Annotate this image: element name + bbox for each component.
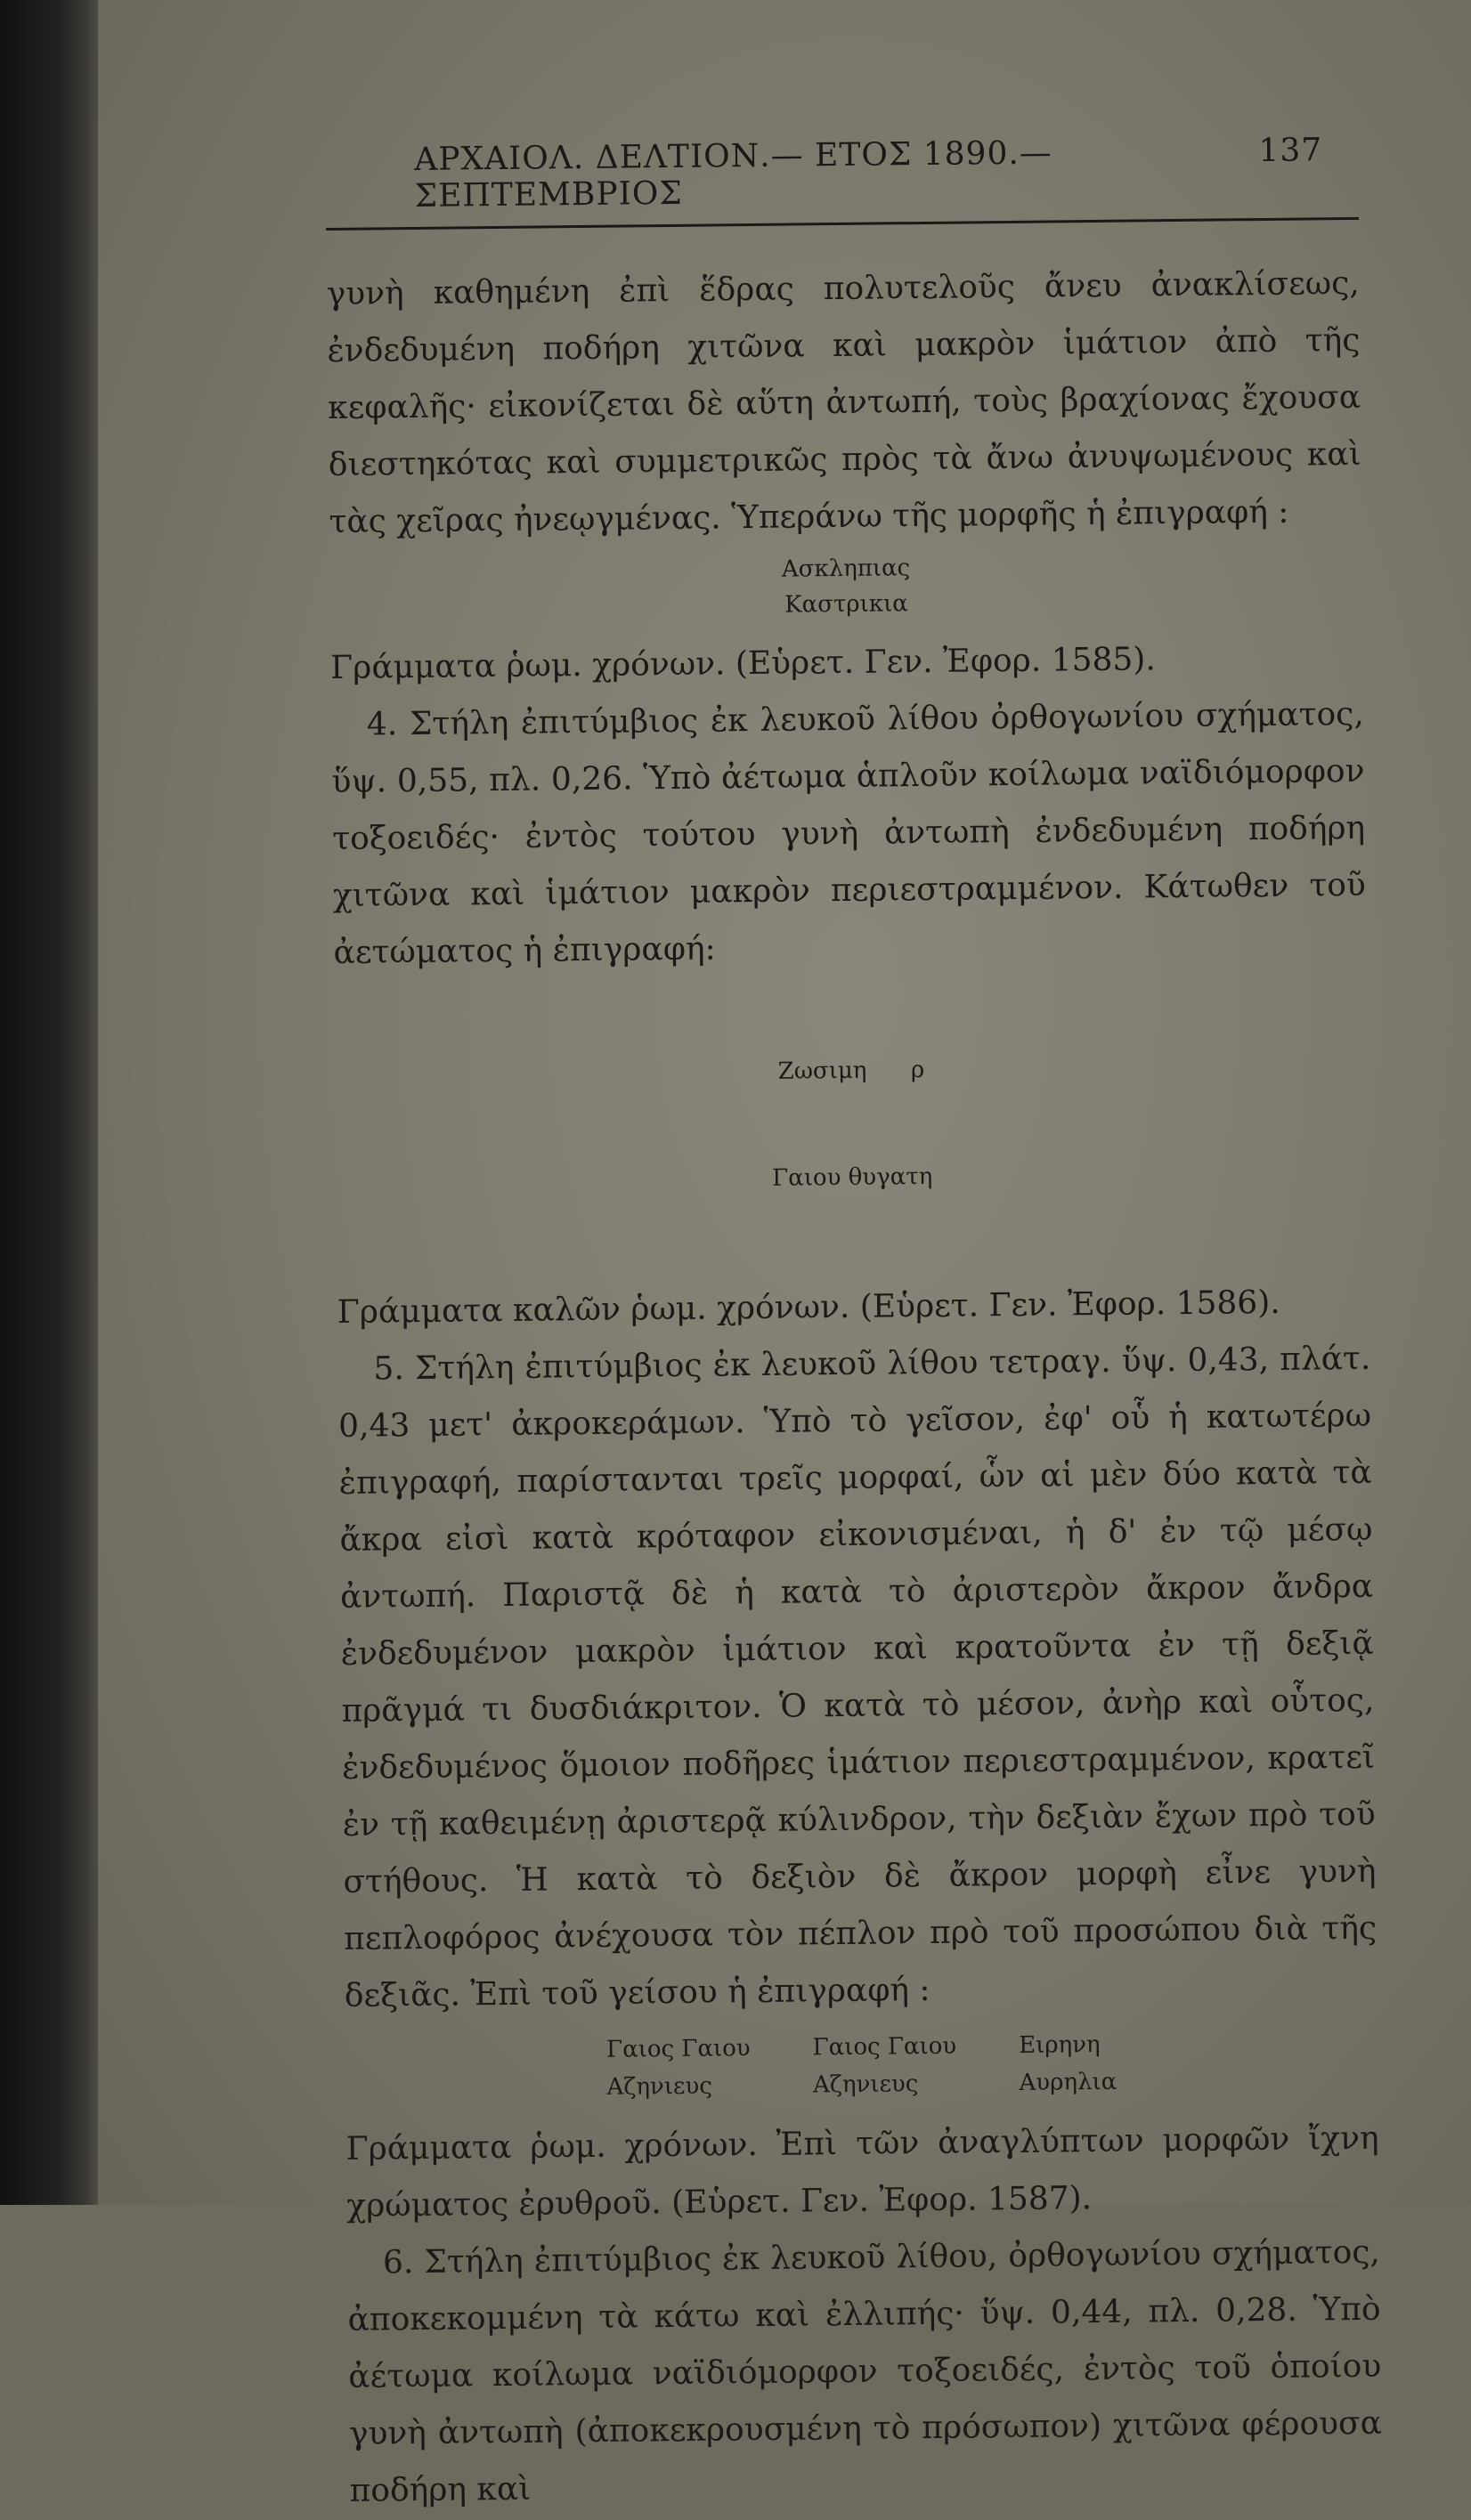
page-number: 137 bbox=[1258, 132, 1323, 170]
inscription-2 bbox=[334, 976, 1369, 1272]
inscription-1-line-2: Καστρικια bbox=[784, 590, 908, 619]
paragraph-2: 4. Στήλη ἐπιτύμβιος ἐκ λευκοῦ λίθου ὀρθογωνίου σχήματος, ὕψ. 0,55, πλ. 0,26. Ὑπὸ ἀέτωμα ἁπλοῦν κοίλωμα ναϊδιόμορφον τοξοειδές· ἐντὸς τούτου γυνὴ ἀντωπὴ ἐνδεδυμένη ποδήρη χιτῶνα καὶ ἱμάτιον μακρὸν περιεστραμμένον. Κάτωθεν τοῦ ἀετώματος ἡ ἐπιγραφή: bbox=[331, 695, 1367, 971]
inscription-2-line-1: Ζωσιμη ρ bbox=[777, 1057, 925, 1085]
inscription-3-col-1-line-1: Γαιος Γαιου bbox=[605, 2035, 751, 2063]
inscription-1-line-1: Ασκληπιας bbox=[781, 555, 911, 583]
paragraph-3: 5. Στήλη ἐπιτύμβιος ἐκ λευκοῦ λίθου τετραγ. ὕψ. 0,43, πλάτ. 0,43 μετ' ἀκροκεράμων. Ὑπὸ τὸ γεῖσον, ἐφ' οὗ ἡ κατωτέρω ἐπιγραφή, παρίστανται τρεῖς μορφαί, ὧν αἱ μὲν δύο κατὰ τὰ ἄκρα εἰσὶ κατὰ κρόταφον εἰκονισμέναι, ἡ δ' ἐν τῷ μέσῳ ἀντωπή. Παριστᾷ δὲ ἡ κατὰ τὸ ἀριστερὸν ἄκρον ἄνδρα ἐνδεδυμένον μακρὸν ἱμάτιον καὶ κρατοῦντα ἐν τῇ δεξιᾷ πρᾶγμά τι δυσδιάκριτον. Ὁ κατὰ τὸ μέσον, ἀνὴρ καὶ οὗτος, ἐνδεδυμένος ὅμοιον ποδῆρες ἱμάτιον περιεστραμμένον, κρατεῖ ἐν τῇ καθειμένῃ ἀριστερᾷ κύλινδρον, τὴν δεξιὰν ἔχων πρὸ τοῦ στήθους. Ἡ κατὰ τὸ δεξιὸν δὲ ἄκρον μορφὴ εἶνε γυνὴ πεπλοφόρος ἀνέχουσα τὸν πέπλον πρὸ τοῦ προσώπου διὰ τῆς δεξιᾶς. Ἐπὶ τοῦ γείσου ἡ ἐπιγραφή : bbox=[337, 1340, 1378, 2014]
inscription-3-col-2-line-2: Αζηνιευς bbox=[812, 2070, 919, 2099]
page bbox=[98, 0, 1471, 2509]
inscription-3 bbox=[345, 2023, 1378, 2109]
inscription-3-col-1-line-2: Αζηνιευς bbox=[606, 2072, 712, 2101]
inscription-2-line-2: Γαιου θυγατη bbox=[772, 1163, 933, 1192]
book-spine-shadow bbox=[0, 0, 107, 2205]
paragraph-2-note: Γράμματα καλῶν ῥωμ. χρόνων. (Εὑρετ. Γεν. Ἐφορ. 1586). bbox=[337, 1284, 1280, 1331]
paragraph-1: γυνὴ καθημένη ἐπὶ ἕδρας πολυτελοῦς ἄνευ ἀνακλίσεως, ἐνδεδυμένη ποδήρη χιτῶνα καὶ μακρὸν ἱμάτιον ἀπὸ τῆς κεφαλῆς· εἰκονίζεται δὲ αὕτη ἀντωπή, τοὺς βραχίονας ἔχουσα διεστηκότας καὶ συμμετρικῶς πρὸς τὰ ἄνω ἀνυψωμένους καὶ τὰς χεῖρας ἠνεῳγμένας. Ὑπεράνω τῆς μορφῆς ἡ ἐπιγραφή : bbox=[326, 264, 1361, 540]
page-content bbox=[325, 132, 1383, 2520]
paragraph-3-note: Γράμματα ῥωμ. χρόνων. Ἐπὶ τῶν ἀναγλύπτων μορφῶν ἴχνη χρώματος ἐρυθροῦ. (Εὑρετ. Γεν. Ἐφορ. 1587). bbox=[345, 2119, 1379, 2224]
running-title: ΑΡΧΑΙΟΛ. ΔΕΛΤΙΟΝ.— ΕΤΟΣ 1890.—ΣΕΠΤΕΜΒΡΙΟΣ bbox=[413, 134, 1053, 215]
running-header bbox=[325, 132, 1359, 231]
inscription-3-col-3 bbox=[1019, 2026, 1117, 2102]
paragraph-1-note: Γράμματα ῥωμ. χρόνων. (Εὑρετ. Γεν. Ἐφορ. 1585). bbox=[329, 641, 1157, 686]
inscription-3-col-2-line-1: Γαιος Γαιου bbox=[812, 2032, 957, 2062]
inscription-1 bbox=[329, 546, 1363, 628]
paragraph-4: 6. Στήλη ἐπιτύμβιος ἐκ λευκοῦ λίθου, ὀρθογωνίου σχήματος, ἀποκεκομμένη τὰ κάτω καὶ ἐλλιπής· ὕψ. 0,44, πλ. 0,28. Ὑπὸ ἀέτωμα κοίλωμα ναϊδιόμορφον τοξοειδές, ἐντὸς τοῦ ὁποίου γυνὴ ἀντωπὴ (ἀποκεκρουσμένη τὸ πρόσωπον) χιτῶνα φέρουσα ποδήρη καὶ bbox=[347, 2233, 1383, 2509]
inscription-3-col-3-line-2: Αυρηλια bbox=[1019, 2068, 1117, 2096]
inscription-3-col-1 bbox=[606, 2030, 751, 2106]
inscription-3-col-3-line-1: Ειρηνη bbox=[1018, 2031, 1101, 2059]
inscription-3-col-2 bbox=[812, 2028, 956, 2104]
